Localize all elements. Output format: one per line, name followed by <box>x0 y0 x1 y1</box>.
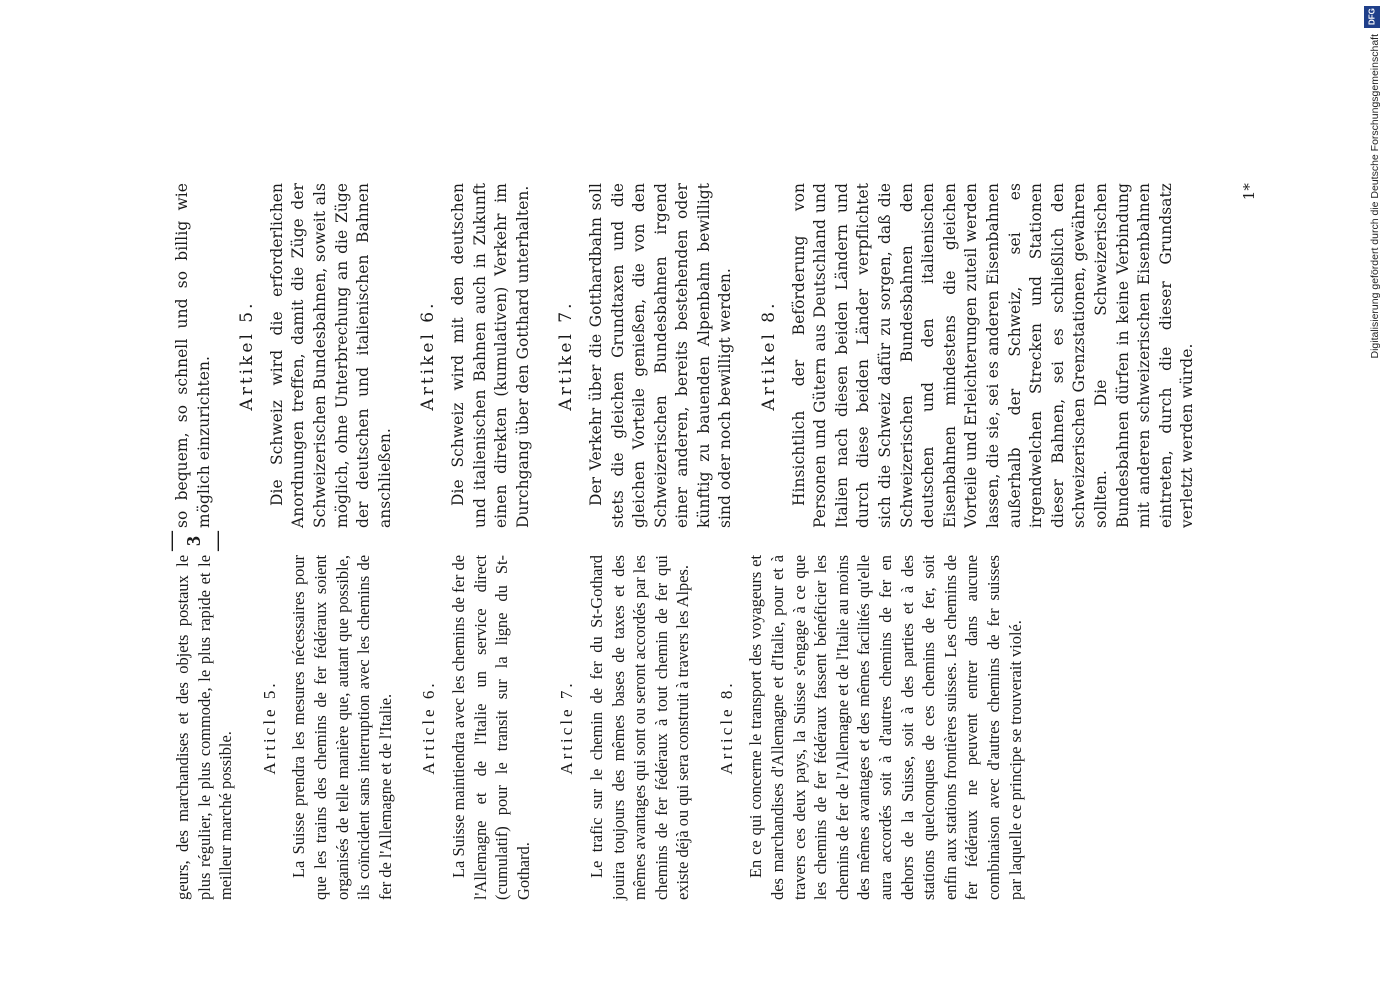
french-article-7-title: Article 7. <box>557 680 577 775</box>
page-number: — 3 — <box>160 529 228 551</box>
rotated-document-page <box>160 180 1258 900</box>
french-article-6-text: La Suisse maintiendra avec les chemins de fer de l'Allemagne et de l'Italie un service direct (cumulatif) pour le transit sur la ligne du St-Gothard. <box>448 555 533 900</box>
german-column <box>160 183 1258 528</box>
french-article-5-text: La Suisse prendra les mesures nécessaires pour que les trains des chemins de fer fédéraux soient organisés de telle manière que, autant que possible, ils coïncident sans interruption avec les chemins de fer de l'Allemagne et de l'Italie. <box>289 555 395 900</box>
german-article-8-text: Hinsichtlich der Beförderung von Personen und Gütern aus Deutschland und Italien nach diesen beiden Ländern und durch diese beiden Länder verpflichtet sich die Schweiz dafür zu sorgen, daß die Schweizerischen Bundesbahnen den deutschen und den italienischen Eisenbahnen mindestens die gleichen Vorteile und Erleichterungen zuteil werden lassen, die sie, sei es anderen Eisenbahnen außerhalb der Schweiz, sei es irgendwelchen Strecken und Stationen dieser Bahnen, sei es schließlich den schweizerischen Grenzstationen, gewähren sollten. Die Schweizerischen Bundesbahnen dürfen in keine Verbindung mit anderen schweizerischen Eisenbahnen eintreten, durch die dieser Grundsatz verletzt werden würde. <box>789 183 1197 528</box>
dfg-logo-icon: DFG <box>1364 6 1380 28</box>
digitization-credit: Digitalisierung gefördert durch die Deutsche Forschungsgemeinschaft <box>1369 34 1381 359</box>
german-intro: so bequem, so schnell und so billig wie möglich einzurichten. <box>173 183 213 528</box>
credit-sidebar <box>1353 0 1383 1000</box>
german-article-7-text: Der Verkehr über die Gotthardbahn soll stets die gleichen Grundtaxen und die gleichen Vorteile genießen, die von den Schweizerischen Bundesbahnen irgend einer anderen, bereits bestehenden oder künftig zu bauenden Alpenbahn bewilligt sind oder noch bewilligt werden. <box>586 183 735 528</box>
french-article-8-text: En ce qui concerne le transport des voyageurs et des marchandises d'Allemagne et d'Italie, pour et à travers ces deux pays, la Suisse s'engage à ce que les chemins de fer fédéraux fassent bénéficier les chemins de fer de l'Allemagne et de l'Italie au moins des mêmes avantages et des mêmes facilités qu'elle aura accordés soit à d'autres chemins de fer en dehors de la Suisse, soit à des parties et à des stations quelconques de ces chemins de fer, soit enfin aux stations frontières suisses. Les chemins de fer fédéraux ne peuvent entrer dans aucune combinaison avec d'autres chemins de fer suisses par laquelle ce principe se trouverait violé. <box>746 555 1025 900</box>
french-article-7-text: Le trafic sur le chemin de fer du St-Gothard jouira toujours des mêmes bases de taxes et des mêmes avantages qui sont ou seront accordés par les chemins de fer fédéraux à tout chemin de fer qui existe déjà ou qui sera construit à travers les Alpes. <box>586 554 693 900</box>
german-article-6-title: Artikel 6. <box>418 300 439 411</box>
signature-mark: 1* <box>1239 183 1258 201</box>
french-article-5-title: Article 5. <box>259 680 279 775</box>
french-article-6-title: Article 6. <box>419 680 439 775</box>
french-column <box>160 555 1232 900</box>
german-article-6-text: Die Schweiz wird mit den deutschen und italienischen Bahnen auch in Zukunft einen direkten (kumulativen) Verkehr im Durchgang über den Gotthard unterhalten. <box>448 183 532 528</box>
french-article-8-title: Article 8. <box>716 680 736 775</box>
german-article-5-text: Die Schweiz wird die erforderlichen Anordnungen treffen, damit die Züge der Schweizerischen Bundesbahnen, soweit als möglich, ohne Unterbrechung an die Züge der deutschen und italienischen Bahnen anschließen. <box>267 183 394 528</box>
french-intro: geurs, des marchandises et des objets postaux le plus régulier, le plus commode, le plus rapide et le meilleur marché possible. <box>173 555 236 900</box>
german-article-7-title: Artikel 7. <box>556 300 577 411</box>
german-article-5-title: Artikel 5. <box>237 300 258 411</box>
german-article-8-title: Artikel 8. <box>759 300 780 411</box>
